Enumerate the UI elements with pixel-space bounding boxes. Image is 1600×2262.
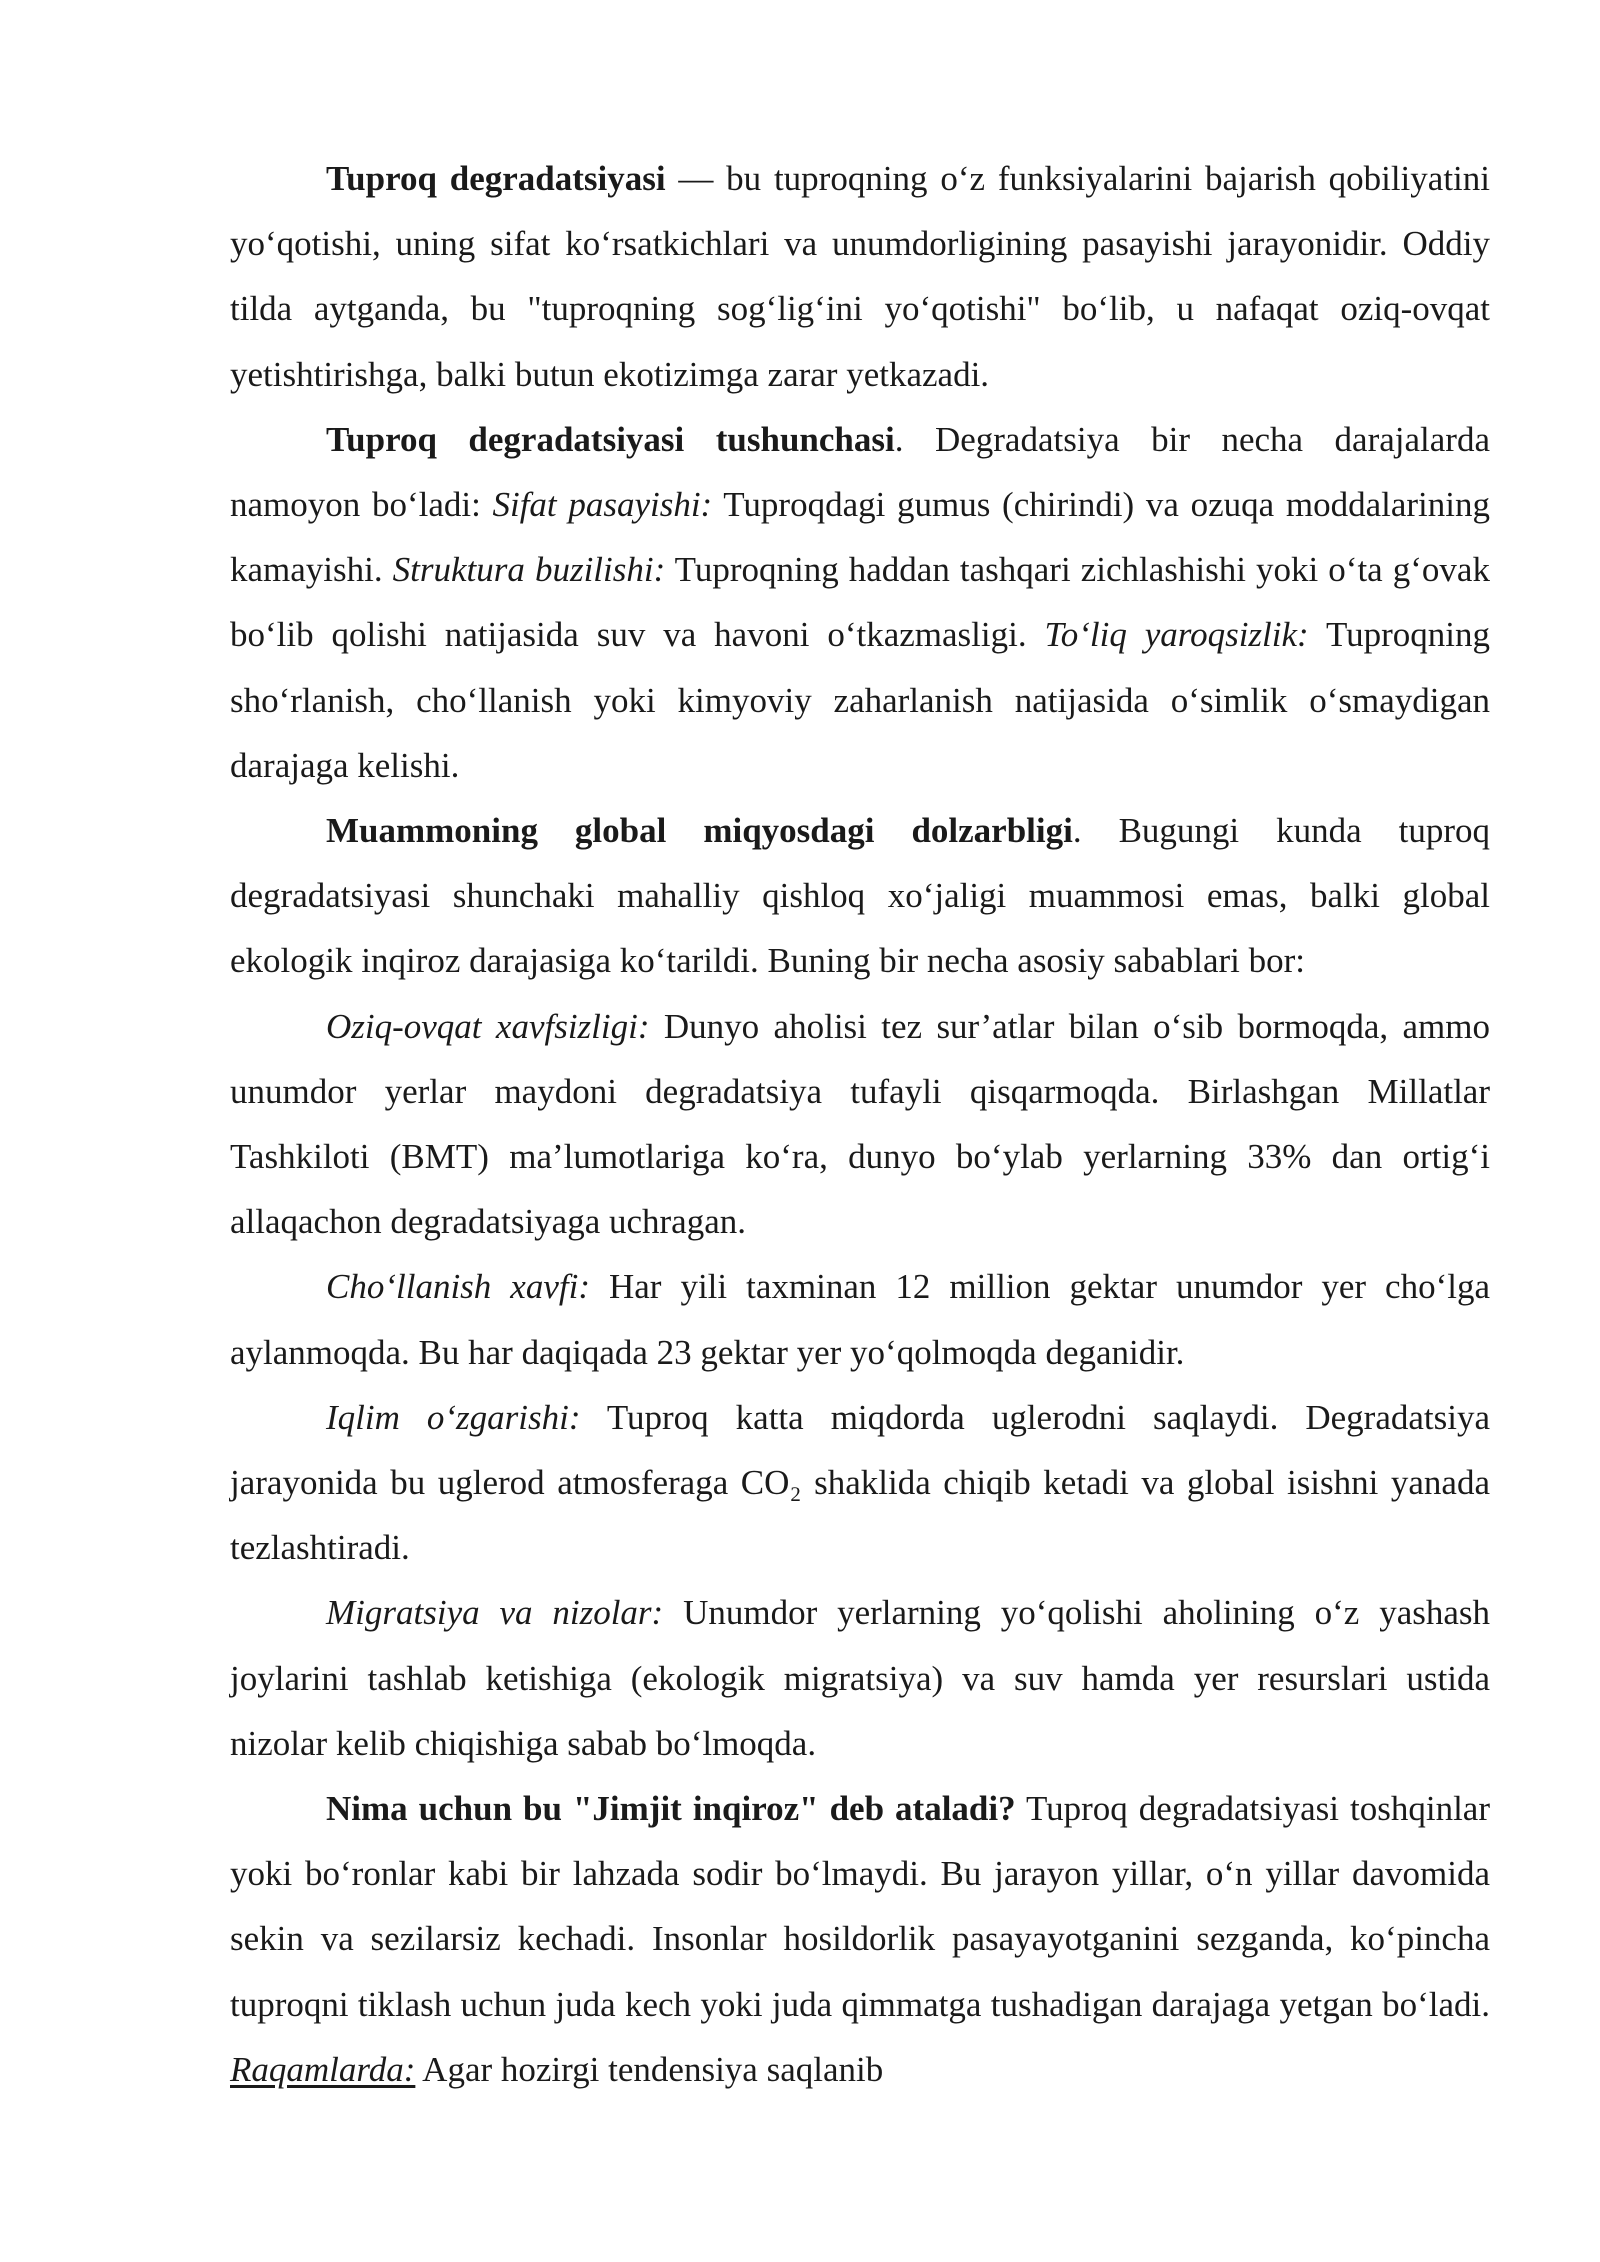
paragraph-text: . Degradatsiya bir necha darajalarda namoyon bo‘ladi:: [230, 419, 1490, 525]
italic-term: To‘liq yaroqsizlik:: [1044, 615, 1309, 655]
paragraph-text: Tuproqning haddan tashqari zichlashishi yoki o‘ta g‘ovak bo‘lib qolishi natijasida suv va havoni o‘tkazmasligi.: [230, 550, 1490, 655]
paragraph-concept: [230, 407, 1490, 798]
paragraph-text: Tuproqdagi gumus (chirindi) va ozuqa moddalarining kamayishi.: [230, 485, 1490, 590]
paragraph-text: Agar hozirgi tendensiya saqlanib: [415, 2049, 884, 2089]
paragraph-desertification: [230, 1254, 1490, 1384]
italic-term: Iqlim o‘zgarishi:: [326, 1397, 581, 1437]
italic-term: Cho‘llanish xavfi:: [326, 1267, 590, 1307]
underlined-term: Raqamlarda:: [230, 2049, 416, 2089]
italic-term: Oziq-ovqat xavfsizligi:: [326, 1006, 650, 1046]
term-heading: Tuproq degradatsiyasi tushunchasi: [326, 419, 895, 459]
paragraph-text: — bu tuproqning o‘z funksiyalarini bajarish qobiliyatini yo‘qotishi, uning sifat ko‘rsatkichlari va unumdorligining pasayishi jarayonidir. Oddiy tilda aytganda, bu "tuproqning sog‘lig‘ini yo‘qotishi" bo‘lib, u nafaqat oziq-ovqat yetishtirishga, balki butun ekotizimga zarar yetkazadi.: [230, 159, 1490, 394]
underlined-italic-term: [230, 2050, 415, 2089]
term-heading: Muammoning global miqyosdagi dolzarbligi: [326, 811, 1073, 851]
term-heading: Tuproq degradatsiyasi: [326, 159, 666, 198]
paragraph-text: Dunyo aholisi tez sur’atlar bilan o‘sib bormoqda, ammo unumdor yerlar maydoni degradatsiya tufayli qisqarmoqda. Birlashgan Millatlar Tashkiloti (BMT) ma’lumotlariga ko‘ra, dunyo bo‘ylab yerlarning 33% dan ortig‘i allaqachon degradatsiyaga uchragan.: [230, 1006, 1491, 1242]
document-page: [230, 146, 1490, 2102]
paragraph-migration: [230, 1580, 1490, 1776]
italic-term: Struktura buzilishi:: [392, 550, 666, 590]
paragraph-text: Tuproqning sho‘rlanish, cho‘llanish yoki kimyoviy zaharlanish natijasida o‘simlik o‘smaydigan darajaga kelishi.: [230, 615, 1490, 785]
paragraph-text: Tuproq katta miqdorda uglerodni saqlaydi. Degradatsiya jarayonida bu uglerod atmosferaga CO₂ shaklida chiqib ketadi va global isishni yanada tezlashtiradi.: [230, 1397, 1490, 1568]
term-heading: Nima uchun bu "Jimjit inqiroz" deb ataladi?: [326, 1789, 1016, 1829]
paragraph-food-security: [230, 994, 1490, 1255]
paragraph-global-relevance: [230, 798, 1490, 994]
paragraph-climate-change: [230, 1385, 1490, 1581]
italic-term: Sifat pasayishi:: [492, 485, 713, 525]
paragraph-text: Tuproq degradatsiyasi toshqinlar yoki bo‘ronlar kabi bir lahzada sodir bo‘lmaydi. Bu jarayon yillar, o‘n yillar davomida sekin va sezilarsiz kechadi. Insonlar hosildorlik pasayayotganini sezganda, ko‘pincha tuproqni tiklash uchun juda kech yoki juda qimmatga tushadigan darajaga yetgan bo‘ladi.: [230, 1789, 1490, 2024]
paragraph-silent-crisis: [230, 1776, 1490, 2102]
paragraph-text: . Bugungi kunda tuproq degradatsiyasi shunchaki mahalliy qishloq xo‘jaligi muammosi emas, balki global ekologik inqiroz darajasiga ko‘tarildi. Buning bir necha asosiy sabablari bor:: [230, 811, 1491, 981]
paragraph-definition: [230, 146, 1490, 407]
italic-term: Migratsiya va nizolar:: [326, 1593, 664, 1633]
paragraph-text: Unumdor yerlarning yo‘qolishi aholining o‘z yashash joylarini tashlab ketishiga (ekologik migratsiya) va suv hamda yer resurslari ustida nizolar kelib chiqishiga sabab bo‘lmoqda.: [230, 1593, 1490, 1763]
paragraph-text: Har yili taxminan 12 million gektar unumdor yer cho‘lga aylanmoqda. Bu har daqiqada 23 gektar yer yo‘qolmoqda deganidir.: [230, 1267, 1491, 1372]
